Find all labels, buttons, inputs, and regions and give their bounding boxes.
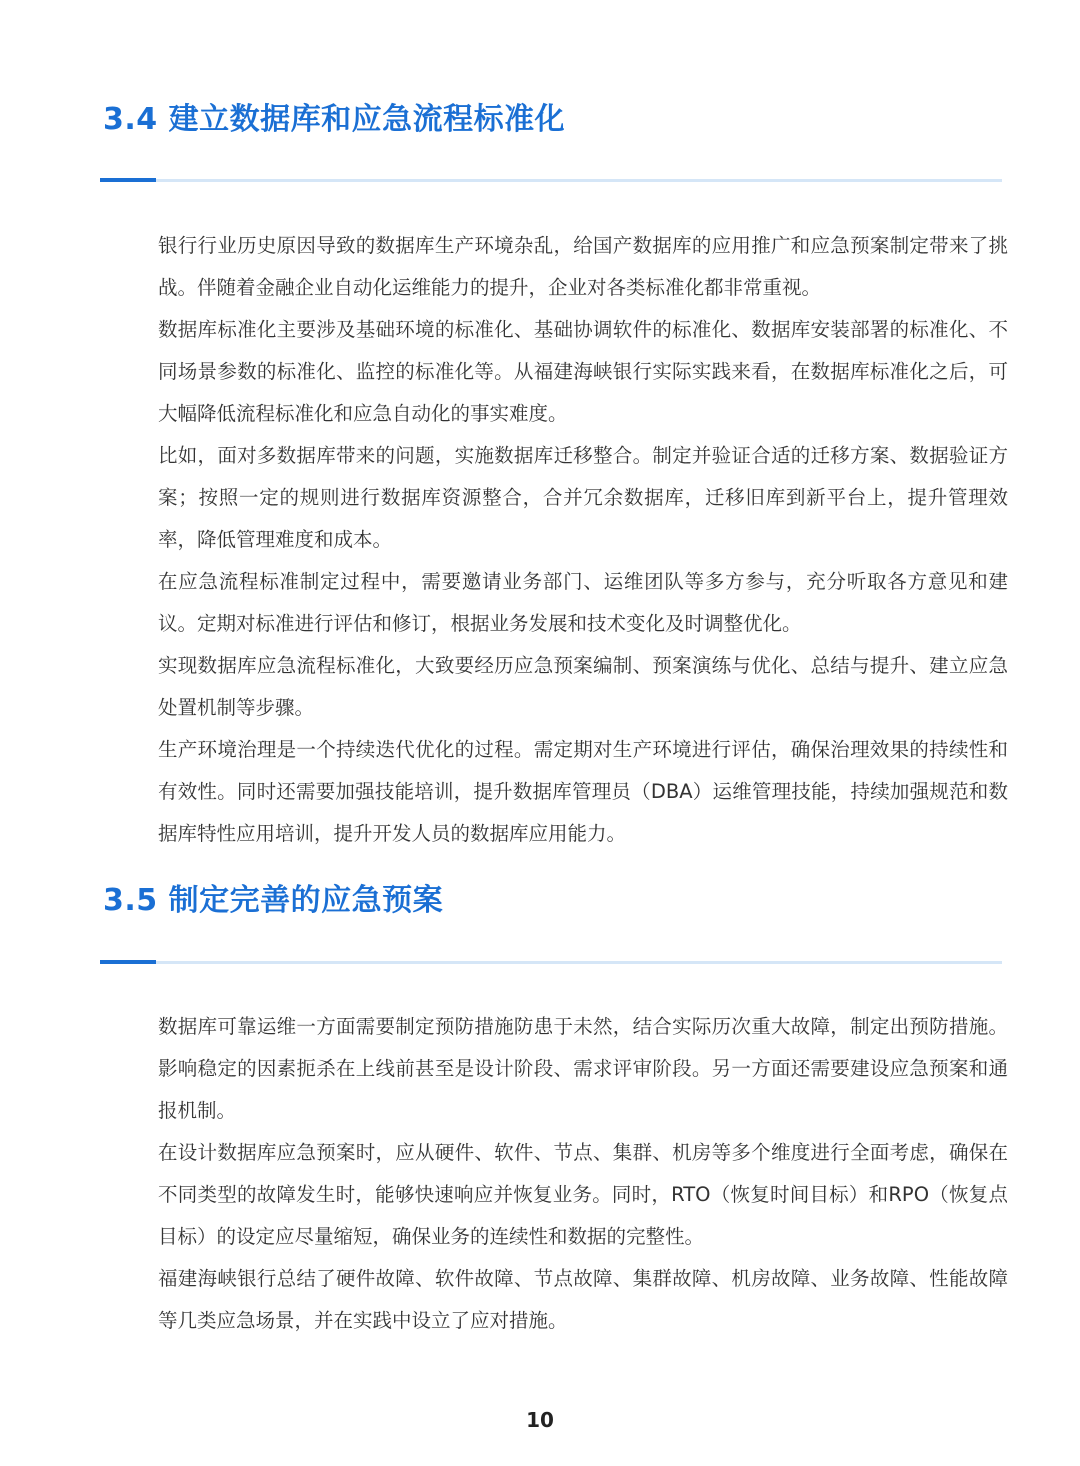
- paragraph: 银行行业历史原因导致的数据库生产环境杂乱，给国产数据库的应用推广和应急预案制定带来了挑战。伴随着金融企业自动化运维能力的提升，企业对各类标准化都非常重视。: [158, 234, 1008, 299]
- divider-accent: [100, 960, 156, 964]
- divider-line: [156, 961, 1002, 964]
- paragraph: 福建海峡银行总结了硬件故障、软件故障、节点故障、集群故障、机房故障、业务故障、性能故障等几类应急场景，并在实践中设立了应对措施。: [158, 1267, 1008, 1332]
- paragraph: 比如，面对多数据库带来的问题，实施数据库迁移整合。制定并验证合适的迁移方案、数据验证方案；按照一定的规则进行数据库资源整合，合并冗余数据库，迁移旧库到新平台上，提升管理效率，降低管理难度和成本。: [158, 444, 1008, 551]
- paragraph: 在设计数据库应急预案时，应从硬件、软件、节点、集群、机房等多个维度进行全面考虑，确保在不同类型的故障发生时，能够快速响应并恢复业务。同时，RTO（恢复时间目标）和RPO（恢复点目标）的设定应尽量缩短，确保业务的连续性和数据的完整性。: [158, 1141, 1008, 1248]
- paragraph: 数据库可靠运维一方面需要制定预防措施防患于未然，结合实际历次重大故障，制定出预防措施。影响稳定的因素扼杀在上线前甚至是设计阶段、需求评审阶段。另一方面还需要建设应急预案和通报机制。: [158, 1015, 1008, 1122]
- section-divider: [100, 960, 1002, 964]
- paragraph: 在应急流程标准制定过程中，需要邀请业务部门、运维团队等多方参与，充分听取各方意见和建议。定期对标准进行评估和修订，根据业务发展和技术变化及时调整优化。: [158, 570, 1008, 635]
- divider-accent: [100, 178, 156, 182]
- divider-line: [156, 179, 1002, 182]
- page-number: 10: [526, 1408, 554, 1432]
- paragraph: 数据库标准化主要涉及基础环境的标准化、基础协调软件的标准化、数据库安装部署的标准化、不同场景参数的标准化、监控的标准化等。从福建海峡银行实际实践来看，在数据库标准化之后，可大幅降低流程标准化和应急自动化的事实难度。: [158, 318, 1008, 425]
- section-heading: 3.5 制定完善的应急预案: [103, 883, 444, 918]
- section-body: [158, 225, 1008, 855]
- section-heading: 3.4 建立数据库和应急流程标准化: [103, 102, 566, 137]
- paragraph: 实现数据库应急流程标准化，大致要经历应急预案编制、预案演练与优化、总结与提升、建立应急处置机制等步骤。: [158, 654, 1008, 719]
- section-divider: [100, 178, 1002, 182]
- section-body: [158, 1006, 1008, 1342]
- paragraph: 生产环境治理是一个持续迭代优化的过程。需定期对生产环境进行评估，确保治理效果的持续性和有效性。同时还需要加强技能培训，提升数据库管理员（DBA）运维管理技能，持续加强规范和数据库特性应用培训，提升开发人员的数据库应用能力。: [158, 738, 1008, 845]
